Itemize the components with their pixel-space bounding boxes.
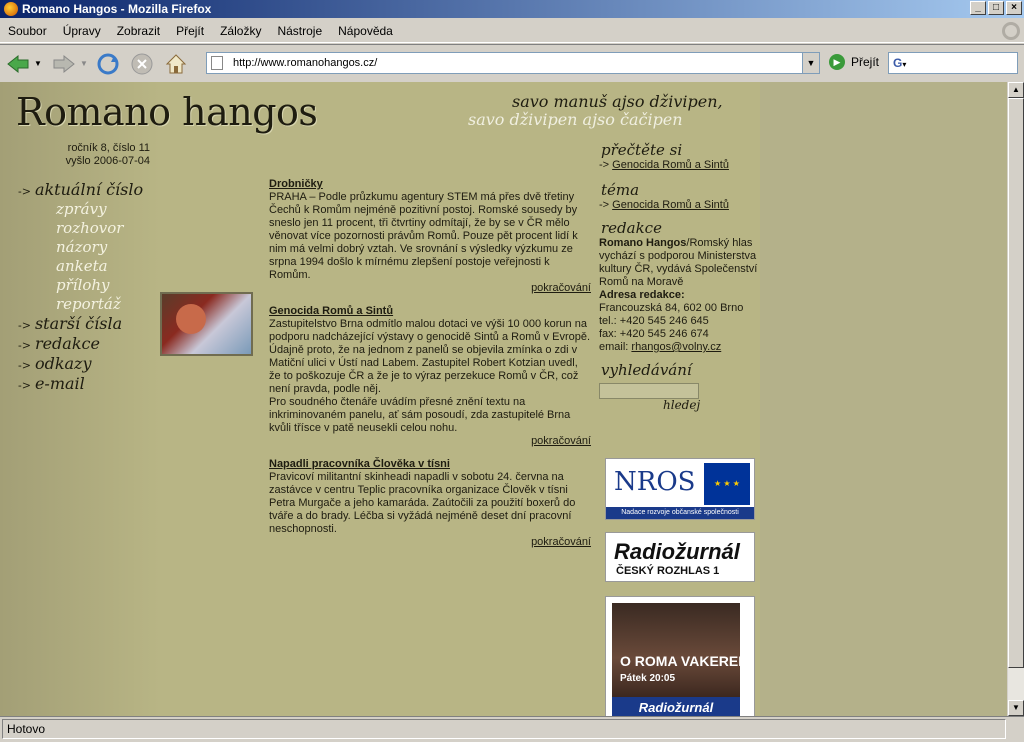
- right-column: [599, 140, 761, 412]
- nav-arrow-icon: ->: [18, 319, 31, 332]
- go-button[interactable]: [829, 54, 879, 70]
- maximize-button[interactable]: □: [988, 1, 1004, 15]
- article-item: [269, 178, 591, 295]
- page-background: [760, 82, 1007, 716]
- thumbnail-figure: [176, 304, 206, 334]
- search-heading: vyhledávání: [601, 361, 692, 379]
- menu-edit[interactable]: Úpravy: [62, 23, 101, 38]
- nav-editorial[interactable]: -> redakce: [18, 334, 100, 353]
- site-search: [599, 383, 761, 412]
- back-arrow-icon: [6, 54, 30, 74]
- article-item: [269, 305, 591, 448]
- left-navigation: [18, 180, 143, 394]
- home-icon: [164, 52, 188, 76]
- topic-item: -> Genocida Romů a Sintů: [599, 199, 729, 211]
- stop-button[interactable]: [128, 50, 156, 78]
- site-container: [0, 82, 760, 716]
- motto-line-2: savo dživipen ajso čačipen: [468, 110, 683, 129]
- read-more-link[interactable]: pokračování: [531, 536, 591, 548]
- radiozurnal-banner[interactable]: [605, 532, 755, 582]
- menu-tools[interactable]: Nástroje: [277, 23, 323, 38]
- topic-heading: téma: [601, 181, 640, 199]
- menu-bookmarks[interactable]: Záložky: [220, 23, 262, 38]
- article-thumbnail[interactable]: [160, 292, 253, 356]
- article-body-2: Pro soudného čtenáře uvádím přesné znění textu na inkriminovaném panelu, ať sám posoudí, zda zastupitelé Brna kvůli třísce v patě neusekli celou nohu.: [269, 396, 571, 434]
- reload-button[interactable]: [94, 50, 122, 78]
- article-title[interactable]: Napadli pracovníka Člověka v tísni: [269, 458, 450, 470]
- nros-logo: NROS: [614, 467, 696, 497]
- site-search-button[interactable]: hledej: [663, 398, 701, 412]
- nav-arrow-icon: ->: [18, 379, 31, 392]
- window-titlebar: [0, 0, 1024, 18]
- read-link[interactable]: Genocida Romů a Sintů: [612, 159, 729, 171]
- home-button[interactable]: [162, 50, 190, 78]
- article-body: Zastupitelstvo Brna odmítlo malou dotaci ve výši 10 000 korun na podporu nadcházející výstavy o genocidě Sintů a Romů v Evropě. Údajně proto, že na jednom z panelů se objevila zmínka o zdi v Matiční ulici v Ústí nad Labem. Zastupitel Robert Kotzian uvedl, že to poškozuje ČR a že je to výraz perzekuce Romů v ČR, což není pravda, podle něj.: [269, 318, 591, 395]
- article-title[interactable]: Genocida Romů a Sintů: [269, 305, 394, 317]
- fax: fax: +420 545 246 674: [599, 328, 709, 340]
- url-dropdown-icon[interactable]: ▼: [802, 53, 819, 73]
- search-input[interactable]: G▾: [888, 52, 1018, 74]
- throbber-icon: [1002, 22, 1020, 40]
- nav-sub-attachments[interactable]: přílohy: [56, 276, 110, 294]
- menu-bar: [0, 19, 1024, 43]
- forward-arrow-icon: [52, 54, 76, 74]
- nros-banner[interactable]: [605, 458, 755, 520]
- menu-file[interactable]: Soubor: [8, 23, 47, 38]
- site-logo[interactable]: Romano hangos: [16, 90, 318, 134]
- menu-go[interactable]: Přejít: [176, 23, 205, 38]
- read-more-link[interactable]: pokračování: [531, 282, 591, 294]
- nav-sub-opinions[interactable]: názory: [56, 238, 108, 256]
- left-band: [0, 82, 160, 716]
- menu-view[interactable]: Zobrazit: [116, 23, 161, 38]
- menu-help[interactable]: Nápověda: [338, 23, 393, 38]
- nav-arrow-icon: ->: [18, 339, 31, 352]
- phone: tel.: +420 545 246 645: [599, 315, 709, 327]
- email-link[interactable]: rhangos@volny.cz: [631, 341, 722, 353]
- page-icon: [211, 56, 223, 70]
- url-text[interactable]: http://www.romanohangos.cz/: [233, 57, 378, 69]
- back-button[interactable]: [4, 50, 32, 78]
- address-label: Adresa redakce:: [599, 289, 685, 301]
- issue-volume: ročník 8, číslo 11: [67, 142, 150, 154]
- editors-info: Romano Hangos/Romský hlas vychází s podporou Ministerstva kultury ČR, vydává Společenství Romů na Moravě: [599, 237, 758, 288]
- vertical-scrollbar[interactable]: [1007, 82, 1024, 716]
- forward-button[interactable]: [50, 50, 78, 78]
- nav-sub-reportage[interactable]: reportáž: [56, 295, 121, 313]
- address: Francouzská 84, 602 00 Brno: [599, 302, 744, 314]
- forward-dropdown-icon[interactable]: ▼: [80, 59, 88, 68]
- scroll-thumb[interactable]: [1008, 98, 1024, 668]
- email-row: email: rhangos@volny.cz: [599, 341, 722, 353]
- read-item: -> Genocida Romů a Sintů: [599, 159, 729, 171]
- topic-link[interactable]: Genocida Romů a Sintů: [612, 199, 729, 211]
- eu-flag-icon: ★ ★ ★: [704, 463, 750, 505]
- issue-info: [20, 142, 150, 168]
- scroll-down-icon[interactable]: ▼: [1008, 700, 1024, 716]
- scroll-up-icon[interactable]: ▲: [1008, 82, 1024, 98]
- window-controls: [970, 1, 1022, 15]
- window-title: Romano Hangos - Mozilla Firefox: [22, 2, 212, 16]
- read-heading: přečtěte si: [601, 141, 683, 159]
- reload-icon: [96, 52, 120, 76]
- nav-sub-news[interactable]: zprávy: [56, 200, 107, 218]
- close-button[interactable]: ×: [1006, 1, 1022, 15]
- article-body: PRAHA – Podle průzkumu agentury STEM má přes dvě třetiny Čechů k Romům nejméně pozitivní postoj. Romské sousedy by sneslo jen 11 procent, tři čtvrtiny odmítají, že by se v ČR mělo věnovat více pozornosti právům Romů. Pouze pět procent lidí k nim má velmi dobrý vztah. Ve srovnání s výsledky výzkumu ze srpna 1994 došlo k mírnému zlepšení postoje veřejnosti k Romům.: [269, 191, 578, 281]
- issue-date: vyšlo 2006-07-04: [65, 155, 150, 167]
- radiozurnal-logo: Radiožurnál: [614, 539, 740, 564]
- banner-radio-logo: Radiožurnál: [612, 697, 740, 716]
- firefox-icon: [4, 2, 18, 16]
- go-icon: ▶: [829, 54, 845, 70]
- read-more-link[interactable]: pokračování: [531, 435, 591, 447]
- roma-vakeren-banner[interactable]: [605, 596, 755, 716]
- motto-line-1: savo manuš ajso dživipen,: [512, 92, 723, 111]
- main-articles: [269, 178, 591, 559]
- cesky-rozhlas-label: ČESKÝ ROZHLAS 1: [616, 565, 720, 577]
- banner-time: Pátek 20:05: [620, 673, 676, 684]
- nav-arrow-icon: ->: [18, 359, 31, 372]
- google-icon: G: [893, 56, 903, 70]
- nav-sub-interview[interactable]: rozhovor: [56, 219, 124, 237]
- navigation-toolbar: [0, 44, 1024, 82]
- nav-older-issues[interactable]: -> starší čísla: [18, 314, 123, 333]
- page-viewport: [0, 82, 1007, 716]
- nros-subtitle: Nadace rozvoje občanské společnosti: [606, 507, 754, 519]
- nav-sub-survey[interactable]: anketa: [56, 257, 108, 275]
- stop-icon: [130, 52, 154, 76]
- article-title[interactable]: Drobničky: [269, 178, 323, 190]
- nav-email[interactable]: -> e-mail: [18, 374, 85, 393]
- article-body: Pravicoví militantní skinheadi napadli v sobotu 24. června na zastávce v centru Teplic pracovníka organizace Člověk v tísni Petra Murgače a jeho kamaráda. Zaútočili za použití boxerů do tváře a do brady. Léčba si vyžádá nejméně deset dní pracovní neschopnosti.: [269, 471, 576, 535]
- editors-heading: redakce: [601, 219, 662, 237]
- site-search-input[interactable]: [599, 383, 699, 399]
- back-dropdown-icon[interactable]: ▼: [34, 59, 42, 68]
- nav-arrow-icon: ->: [18, 185, 31, 198]
- nav-links[interactable]: -> odkazy: [18, 354, 92, 373]
- minimize-button[interactable]: _: [970, 1, 986, 15]
- nav-current-issue[interactable]: -> aktuální číslo: [18, 180, 144, 199]
- article-item: [269, 458, 591, 549]
- status-bar: [0, 716, 1024, 742]
- status-text: Hotovo: [2, 719, 1006, 739]
- url-bar[interactable]: [206, 52, 820, 74]
- go-label: Přejít: [851, 55, 880, 69]
- banner-title: O ROMA VAKEREN: [620, 653, 749, 669]
